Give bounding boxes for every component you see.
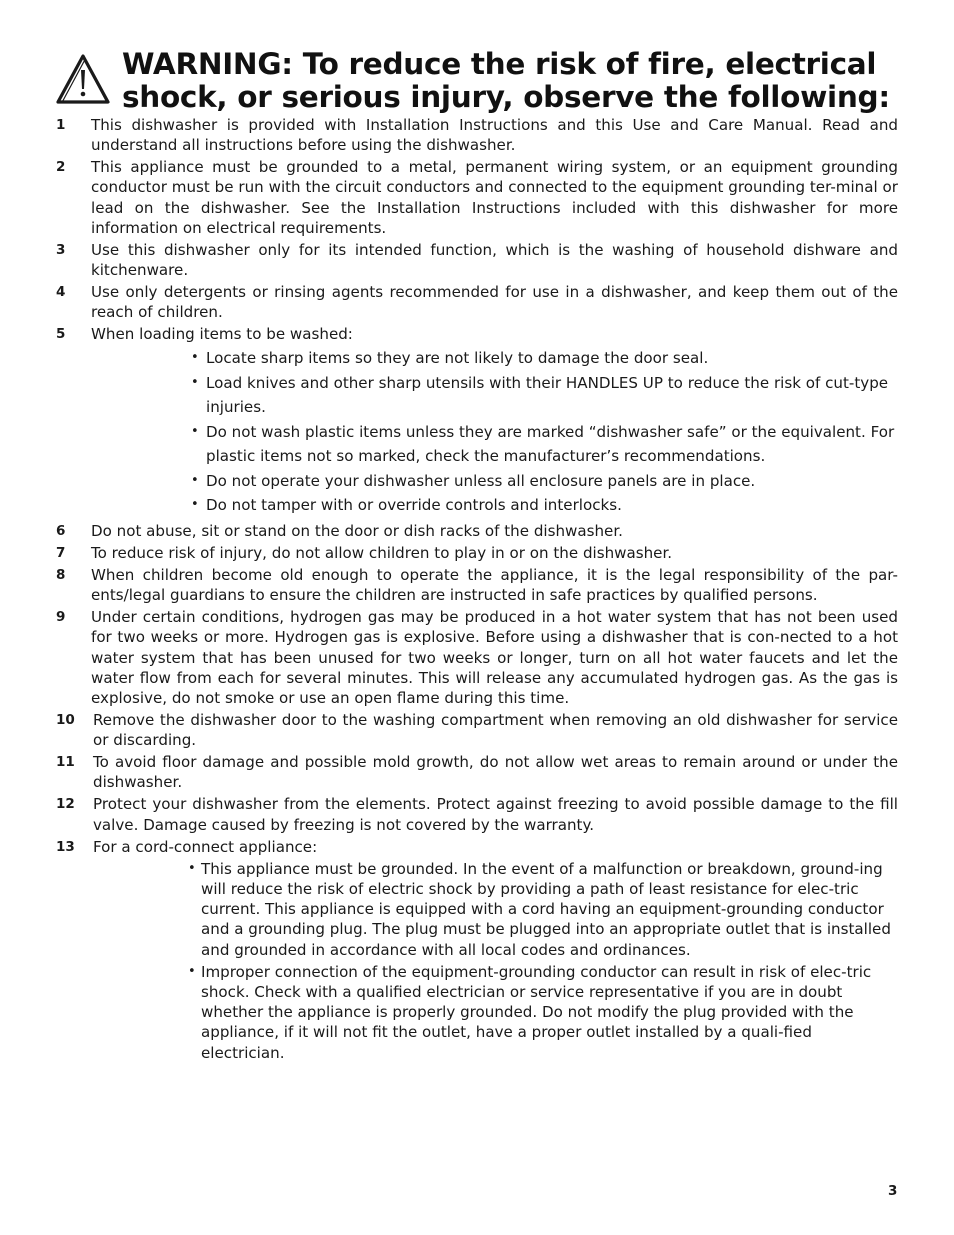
list-item xyxy=(56,282,898,322)
item-text: This dishwasher is provided with Installation Instructions and this Use and Care Manual. Read and understand all instructions before using the dishwasher. xyxy=(91,116,898,155)
list-item xyxy=(56,115,898,155)
list-item xyxy=(56,607,898,708)
item-number: 5 xyxy=(56,326,66,343)
list-item xyxy=(56,837,898,1063)
list-item xyxy=(56,565,898,605)
item-text: Use only detergents or rinsing agents recommended for use in a dishwasher, and keep them out of the reach of children. xyxy=(91,283,898,322)
page-title xyxy=(122,48,912,114)
item-text: To reduce risk of injury, do not allow children to play in or on the dishwasher. xyxy=(91,543,673,562)
item-text: Use this dishwasher only for its intended function, which is the washing of household dishware and kitchenware. xyxy=(91,240,898,280)
list-item xyxy=(56,543,898,563)
bullet-item: • Load knives and other sharp utensils with their HANDLES UP to reduce the risk of cut-type injuries. xyxy=(191,371,898,420)
item-number: 2 xyxy=(56,159,66,176)
bullet-item: • This appliance must be grounded. In the event of a malfunction or breakdown, ground-ing will reduce the risk of electric shock by providing a path of least resistance for elec-tric current. This appliance is equipped with a cord having an equipment-grounding conductor and a grounding plug. The plug must be plugged into an appropriate outlet that is installed and grounded in accordance with all local codes and ordinances. xyxy=(189,859,898,960)
item-text: For a cord-connect appliance: xyxy=(93,837,318,856)
list-item xyxy=(56,157,898,238)
item-number: 4 xyxy=(56,284,66,301)
item-number: 13 xyxy=(56,838,75,855)
item-number: 9 xyxy=(56,609,66,626)
safety-list xyxy=(56,115,898,1066)
bullet-item: • Do not tamper with or override controls and interlocks. xyxy=(191,493,898,518)
bullet-item: • Do not operate your dishwasher unless all enclosure panels are in place. xyxy=(191,469,898,494)
list-item xyxy=(56,324,898,518)
bullet-list xyxy=(91,346,898,518)
list-item xyxy=(56,521,898,541)
bullet-item: • Locate sharp items so they are not likely to damage the door seal. xyxy=(191,346,898,371)
item-number: 10 xyxy=(56,711,75,728)
item-number: 1 xyxy=(56,117,66,133)
item-text: This appliance must be grounded to a metal, permanent wiring system, or an equipment grounding conductor must be run with the circuit conductors and connected to the equipment grounding ter-minal or lead on the dishwasher. See the Installation Instructions included with this dishwasher for more information on electrical requirements. xyxy=(91,158,898,237)
page-number: 3 xyxy=(888,1183,898,1199)
item-number: 8 xyxy=(56,566,66,583)
title-line-2: shock, or serious injury, observe the following: xyxy=(122,80,890,114)
list-item xyxy=(56,710,898,750)
item-number: 6 xyxy=(56,522,66,539)
bullet-list xyxy=(93,859,898,1063)
list-item xyxy=(56,794,898,834)
item-number: 3 xyxy=(56,241,66,258)
list-item xyxy=(56,240,898,280)
item-number: 7 xyxy=(56,544,66,561)
item-number: 12 xyxy=(56,796,75,813)
item-text: When loading items to be washed: xyxy=(91,325,353,344)
list-item xyxy=(56,752,898,792)
warning-triangle-icon xyxy=(56,54,110,106)
item-text: Do not abuse, sit or stand on the door or dish racks of the dishwasher. xyxy=(91,521,623,540)
item-text: When children become old enough to operate the appliance, it is the legal responsibility of the par-ents/legal guardians to ensure the children are instructed in safe practices by qualified persons. xyxy=(91,565,898,605)
item-number: 11 xyxy=(56,754,75,771)
bullet-item: • Improper connection of the equipment-grounding conductor can result in risk of elec-tric shock. Check with a qualified electrician or service representative if you are in doubt whether the appliance is properly grounded. Do not modify the plug provided with the appliance, if it will not fit the outlet, have a proper outlet installed by a quali-fied electrician. xyxy=(189,962,898,1063)
item-text: Remove the dishwasher door to the washing compartment when removing an old dishwasher for service or discarding. xyxy=(93,710,898,750)
title-line-1: WARNING: To reduce the risk of fire, electrical xyxy=(122,47,877,81)
item-text: Under certain conditions, hydrogen gas may be produced in a hot water system that has not been used for two weeks or more. Hydrogen gas is explosive. Before using a dishwasher that is con-nected to a hot water system that has been unused for two weeks or longer, turn on all hot water faucets and let the water flow from each for several minutes. This will release any accumulated hydrogen gas. As the gas is explosive, do not smoke or use an open flame during this time. xyxy=(91,608,898,707)
bullet-item: • Do not wash plastic items unless they are marked “dishwasher safe” or the equivalent. For plastic items not so marked, check the manufacturer’s recommendations. xyxy=(191,420,898,469)
item-text: Protect your dishwasher from the elements. Protect against freezing to avoid possible damage to the fill valve. Damage caused by freezing is not covered by the warranty. xyxy=(93,795,898,834)
item-text: To avoid floor damage and possible mold growth, do not allow wet areas to remain around or under the dishwasher. xyxy=(93,753,898,792)
